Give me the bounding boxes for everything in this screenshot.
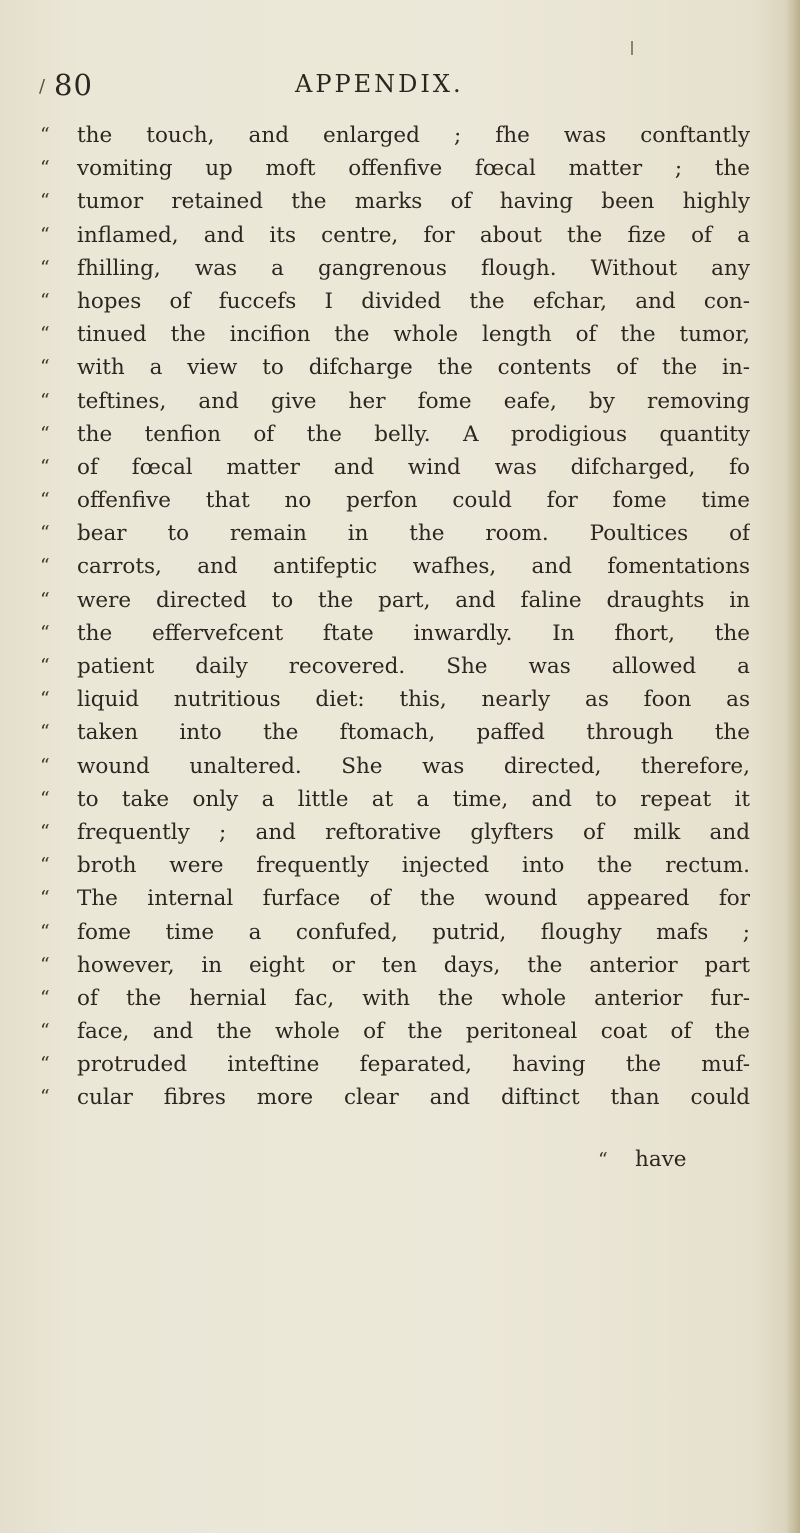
line-text: to take only a little at a time, and to repeat it [77, 786, 750, 812]
opening-quote: “ [40, 124, 50, 146]
opening-quote: “ [40, 555, 50, 578]
opening-quote: “ [40, 190, 50, 213]
opening-quote: “ [40, 157, 50, 180]
line-text: the touch, and enlarged ; fhe was conftantly [77, 123, 750, 148]
text-line [40, 816, 780, 849]
opening-quote: “ [40, 223, 50, 246]
catchword [598, 1147, 687, 1172]
opening-quote: “ [40, 621, 50, 644]
line-text: inflamed, and its centre, for about the fize of a [77, 222, 750, 248]
opening-quote: “ [40, 1086, 50, 1109]
text-line [40, 385, 780, 418]
line-text: the effervefcent ftate inwardly. In fhort, the [77, 620, 750, 646]
text-line [40, 285, 780, 318]
line-text: were directed to the part, and faline draughts in [77, 587, 750, 613]
text-line [40, 783, 780, 816]
catchword-quote: “ [598, 1149, 608, 1171]
page-number: 80 [54, 68, 93, 102]
text-line [40, 219, 780, 252]
opening-quote: “ [40, 655, 50, 677]
line-text: with a view to difcharge the contents of the in- [77, 355, 750, 381]
line-text: hopes of fuccefs I divided the efchar, and con- [77, 288, 750, 314]
text-line [40, 1048, 780, 1081]
text-line [40, 451, 780, 484]
line-text: The internal furface of the wound appeared for [77, 886, 750, 912]
line-text: frequently ; and reftorative glyfters of milk and [77, 819, 750, 845]
opening-quote: “ [40, 920, 50, 943]
line-text: cular fibres more clear and diftinct than could [77, 1085, 750, 1111]
line-text: teftines, and give her fome eafe, by removing [77, 388, 750, 414]
line-text: tinued the incifion the whole length of the tumor, [77, 322, 750, 348]
text-line [40, 584, 780, 617]
opening-quote: “ [40, 820, 50, 843]
opening-quote: “ [40, 1053, 50, 1076]
text-line [40, 750, 780, 783]
opening-quote: “ [40, 256, 50, 279]
opening-quote: “ [40, 854, 50, 877]
opening-quote: “ [40, 1020, 50, 1043]
opening-quote: “ [40, 887, 50, 910]
line-text: carrots, and antifeptic wafhes, and fomentations [77, 554, 750, 580]
line-text: tumor retained the marks of having been highly [77, 189, 750, 215]
opening-quote: “ [40, 389, 50, 412]
text-line [40, 650, 780, 683]
line-text: liquid nutritious diet: this, nearly as foon as [77, 687, 750, 713]
text-line [40, 683, 780, 716]
line-text: of fœcal matter and wind was difcharged, fo [77, 454, 750, 480]
text-line [40, 185, 780, 218]
opening-quote: “ [40, 323, 50, 346]
text-line [40, 152, 780, 185]
opening-quote: “ [40, 953, 50, 976]
line-text: taken into the ftomach, paffed through the [77, 720, 750, 746]
line-text: the tenfion of the belly. A prodigious quantity [77, 421, 750, 447]
line-text: bear to remain in the room. Poultices of [77, 521, 750, 547]
text-line [40, 916, 780, 949]
text-line [40, 351, 780, 384]
line-text: patient daily recovered. She was allowed a [77, 654, 750, 679]
opening-quote: “ [40, 754, 50, 777]
text-line [40, 617, 780, 650]
text-line [40, 318, 780, 351]
text-line [40, 517, 780, 550]
catchword-text: have [635, 1147, 687, 1172]
line-text: fhilling, was a gangrenous flough. Without any [77, 255, 750, 281]
text-line [40, 418, 780, 451]
opening-quote: “ [40, 721, 50, 744]
text-line [40, 882, 780, 915]
text-line [40, 484, 780, 517]
text-line [40, 550, 780, 583]
stray-ink-mark [631, 41, 633, 55]
opening-quote: “ [40, 289, 50, 312]
opening-quote: “ [40, 489, 50, 512]
text-line [40, 949, 780, 982]
running-head: APPENDIX. [295, 70, 464, 98]
opening-quote: “ [40, 422, 50, 445]
text-line [40, 252, 780, 285]
page-edge-shadow [786, 0, 800, 1533]
line-text: fome time a confufed, putrid, floughy mafs ; [77, 919, 750, 945]
line-text: offenfive that no perfon could for fome time [77, 488, 750, 514]
opening-quote: “ [40, 356, 50, 379]
opening-quote: “ [40, 455, 50, 478]
text-line [40, 849, 780, 882]
margin-mark: / [39, 76, 46, 97]
opening-quote: “ [40, 688, 50, 711]
text-line [40, 716, 780, 749]
line-text: wound unaltered. She was directed, therefore, [77, 753, 750, 779]
opening-quote: “ [40, 787, 50, 810]
line-text: vomiting up moft offenfive fœcal matter ; the [77, 156, 750, 182]
text-line [40, 1015, 780, 1048]
line-text: broth were frequently injected into the rectum. [77, 853, 750, 879]
opening-quote: “ [40, 588, 50, 611]
line-text: protruded inteftine feparated, having the muf- [77, 1052, 750, 1078]
line-text: of the hernial fac, with the whole anterior fur- [77, 985, 750, 1011]
text-line [40, 119, 780, 152]
line-text: however, in eight or ten days, the anterior part [77, 952, 750, 978]
opening-quote: “ [40, 986, 50, 1009]
opening-quote: “ [40, 522, 50, 545]
body-text [40, 119, 780, 1115]
text-line [40, 982, 780, 1015]
text-line [40, 1081, 780, 1114]
line-text: face, and the whole of the peritoneal coat of the [77, 1019, 750, 1045]
